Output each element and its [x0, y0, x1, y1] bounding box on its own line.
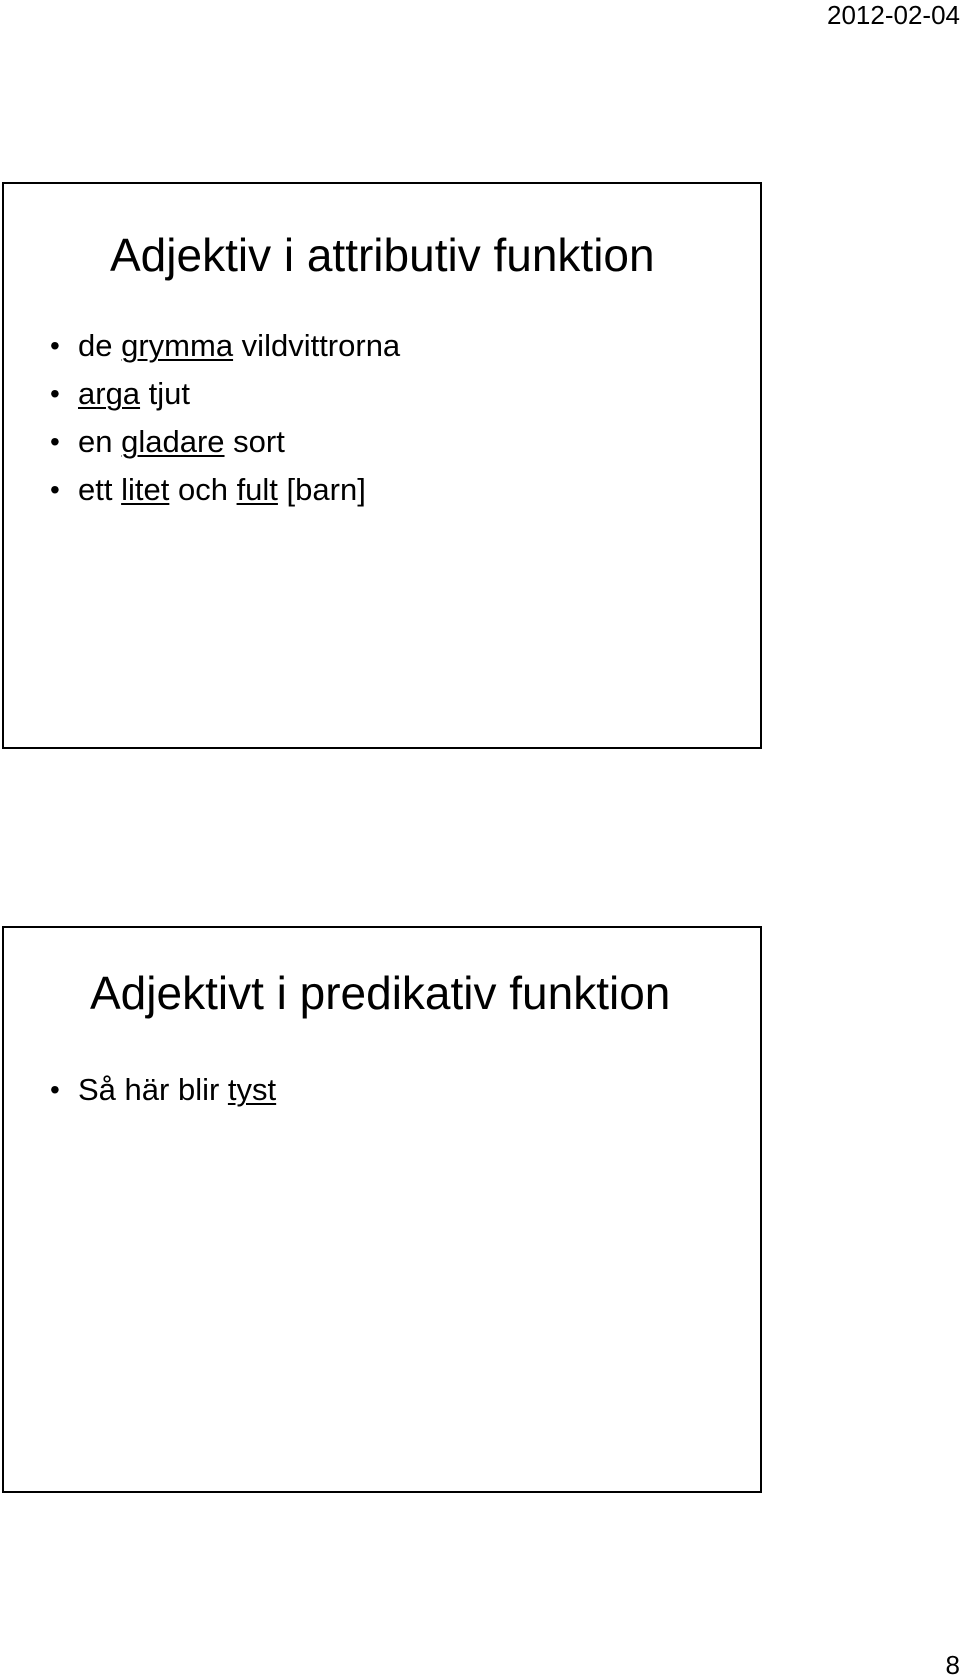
bullet-item	[50, 1066, 276, 1114]
bullet-list	[50, 322, 400, 514]
bullet-text: och	[169, 472, 237, 507]
bullet-dot-icon: •	[50, 378, 60, 409]
bullet-item	[50, 370, 400, 418]
bullet-item	[50, 418, 400, 466]
slide-2	[2, 926, 762, 1493]
bullet-text: ett	[78, 472, 122, 507]
bullet-dot-icon: •	[50, 330, 60, 361]
page-date: 2012-02-04	[827, 0, 960, 30]
bullet-text: tjut	[140, 376, 191, 411]
bullet-text: de	[78, 328, 122, 363]
slide-1	[2, 182, 762, 749]
bullet-dot-icon: •	[50, 1074, 60, 1105]
page-number: 8	[945, 1650, 960, 1680]
bullet-item	[50, 466, 400, 514]
bullet-text-underlined: gladare	[121, 424, 225, 459]
slide-title: Adjektivt i predikativ funktion	[90, 967, 671, 1019]
bullet-dot-icon: •	[50, 474, 60, 505]
bullet-list	[50, 1066, 276, 1114]
bullet-text: Så här blir	[78, 1072, 228, 1107]
slide-title: Adjektiv i attributiv funktion	[110, 229, 655, 281]
bullet-text-underlined: grymma	[121, 328, 234, 363]
bullet-text-underlined: litet	[121, 472, 170, 507]
bullet-text-underlined: tyst	[227, 1072, 277, 1107]
bullet-text: sort	[224, 424, 285, 459]
bullet-text-underlined: arga	[78, 376, 141, 411]
bullet-text: vildvittrorna	[233, 328, 401, 363]
bullet-text: [barn]	[277, 472, 366, 507]
bullet-dot-icon: •	[50, 426, 60, 457]
bullet-text-underlined: fult	[236, 472, 278, 507]
bullet-text: en	[78, 424, 122, 459]
bullet-item	[50, 322, 400, 370]
